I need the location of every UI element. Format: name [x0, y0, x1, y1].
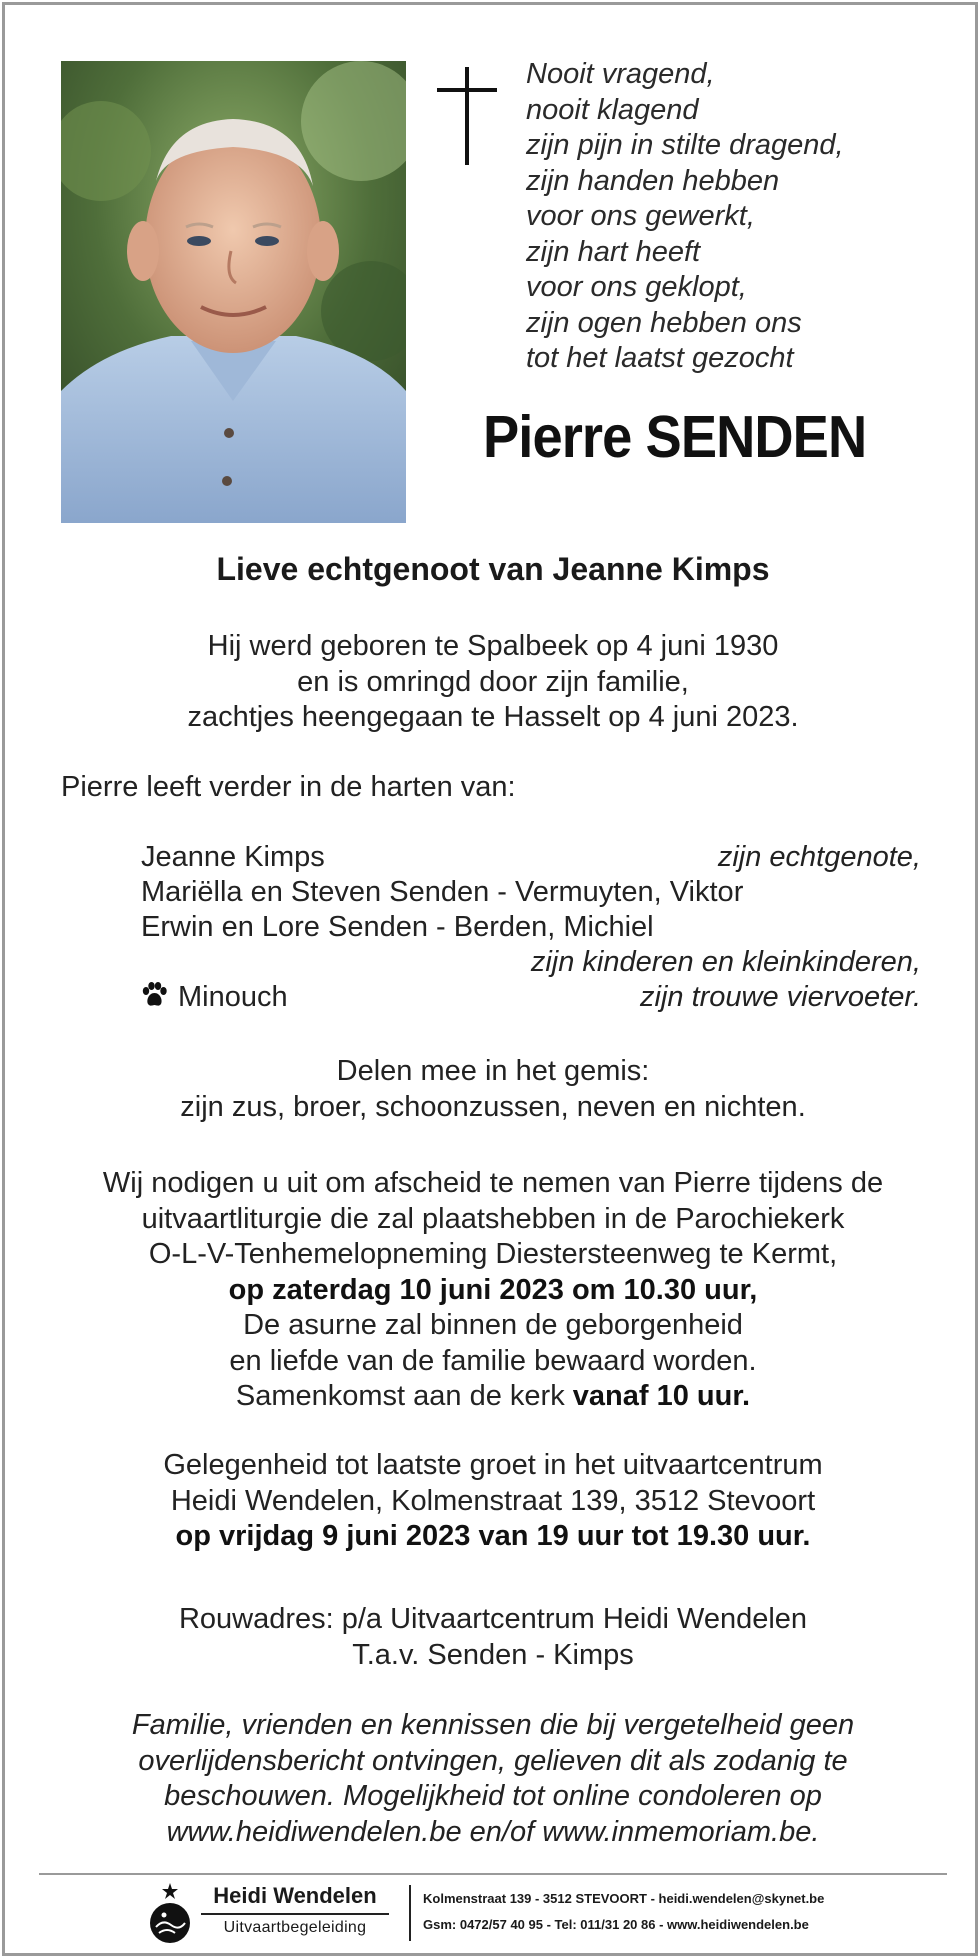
family-role: zijn kinderen en kleinkinderen,	[530, 946, 921, 978]
deceased-name: Pierre SENDEN	[483, 404, 867, 470]
contact-line: Gsm: 0472/57 40 95 - Tel: 011/31 20 86 - www.heidiwendelen.be	[423, 1917, 809, 1932]
family-row	[141, 911, 921, 944]
address-line: T.a.v. Senden - Kimps	[352, 1638, 634, 1671]
poem-line: zijn handen hebben	[526, 164, 780, 197]
poem-line: zijn hart heeft	[526, 235, 701, 268]
family-row	[141, 876, 921, 909]
pet-name: Minouch	[178, 981, 288, 1013]
notice-block	[5, 1708, 980, 1850]
family-member: Erwin en Lore Senden - Berden, Michiel	[141, 911, 654, 943]
footer	[5, 1877, 980, 1957]
address-line: Rouwadres: p/a Uitvaartcentrum Heidi Wendelen	[178, 1603, 808, 1635]
notice-line: overlijdensbericht ontvingen, gelieven dit als zodanig te	[138, 1744, 848, 1777]
brand-name: Heidi Wendelen	[213, 1883, 377, 1908]
family-intro: Pierre leeft verder in de harten van:	[61, 771, 516, 803]
obituary-card	[2, 2, 978, 1956]
ceremony-line: O-L-V-Tenhemelopneming Diestersteenweg te Kermt,	[148, 1238, 838, 1270]
family-member: Jeanne Kimps	[141, 841, 325, 873]
birth-line: Hij werd geboren te Spalbeek op 4 juni 1930	[207, 630, 779, 662]
footer-divider	[39, 1873, 947, 1875]
farewell-date: op vrijdag 9 juni 2023 van 19 uur tot 19.30 uur.	[175, 1520, 811, 1552]
ceremony-date: op zaterdag 10 juni 2023 om 10.30 uur,	[228, 1273, 758, 1306]
birth-block	[5, 629, 980, 736]
poem-line: zijn ogen hebben ons	[526, 306, 802, 339]
footer-separator	[409, 1885, 411, 1941]
notice-line: Familie, vrienden en kennissen die bij vergetelheid geen	[131, 1709, 855, 1741]
family-member-pet	[141, 981, 288, 1014]
family-member: Mariëlla en Steven Senden - Vermuyten, Viktor	[141, 876, 744, 908]
address-block	[5, 1602, 980, 1673]
ceremony-line: uitvaartliturgie die zal plaatshebben in de Parochiekerk	[141, 1202, 845, 1235]
farewell-line: Heidi Wendelen, Kolmenstraat 139, 3512 Stevoort	[170, 1484, 816, 1517]
portrait-photo	[61, 61, 406, 523]
ceremony-line: De asurne zal binnen de geborgenheid	[243, 1309, 743, 1341]
birth-line: en is omringd door zijn familie,	[297, 665, 689, 698]
poem-line: voor ons gewerkt,	[526, 200, 755, 232]
gathering-line: Samenkomst aan de kerk vanaf 10 uur.	[235, 1380, 751, 1412]
brand-underline	[201, 1913, 389, 1915]
farewell-line: Gelegenheid tot laatste groet in het uitvaartcentrum	[163, 1449, 823, 1481]
contact-line: Kolmenstraat 139 - 3512 STEVOORT - heidi.wendelen@skynet.be	[423, 1891, 825, 1906]
birth-line: zachtjes heengegaan te Hasselt op 4 juni 2023.	[187, 701, 799, 733]
relation-heading: Lieve echtgenoot van Jeanne Kimps	[216, 551, 770, 587]
family-row	[141, 981, 921, 1014]
ceremony-block	[5, 1166, 980, 1415]
poem-line: zijn pijn in stilte dragend,	[526, 129, 844, 161]
notice-line: www.heidiwendelen.be en/of www.inmemoriam.be.	[166, 1815, 820, 1848]
poem	[526, 57, 946, 377]
ceremony-line: Wij nodigen u uit om afscheid te nemen van Pierre tijdens de	[102, 1167, 884, 1199]
notice-line: beschouwen. Mogelijkheid tot online condoleren op	[164, 1780, 822, 1812]
poem-line: voor ons geklopt,	[526, 271, 747, 303]
family-role: zijn trouwe viervoeter.	[640, 981, 921, 1013]
sharing-line: zijn zus, broer, schoonzussen, neven en nichten.	[180, 1090, 806, 1123]
family-role: zijn echtgenote,	[717, 841, 921, 873]
paw-icon	[141, 982, 168, 1008]
ceremony-line: en liefde van de familie bewaard worden.	[229, 1344, 757, 1377]
cross-icon	[437, 67, 497, 165]
sharing-block	[5, 1054, 980, 1125]
sharing-line: Delen mee in het gemis:	[336, 1055, 650, 1087]
globe-star-logo-icon	[147, 1881, 193, 1945]
family-row	[141, 841, 921, 874]
family-row	[141, 946, 921, 979]
poem-line: nooit klagend	[526, 93, 699, 126]
poem-line: tot het laatst gezocht	[526, 342, 794, 374]
brand-subtitle: Uitvaartbegeleiding	[223, 1919, 367, 1936]
poem-line: Nooit vragend,	[526, 58, 715, 90]
farewell-block	[5, 1448, 980, 1555]
